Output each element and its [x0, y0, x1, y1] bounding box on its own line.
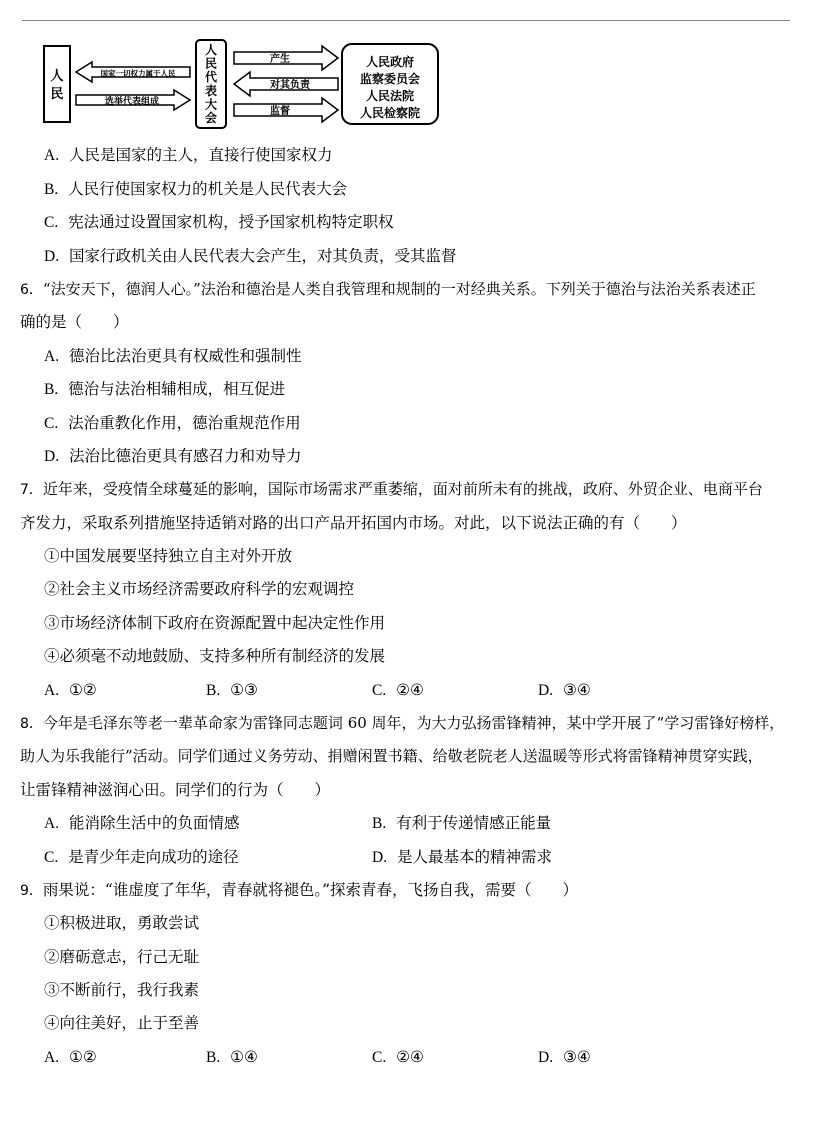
- npc-char-5: 大: [204, 97, 218, 112]
- svg-text:民: [50, 87, 63, 102]
- q7-stem-line2: 齐发力，采取系列措施坚持适销对路的出口产品开拓国内市场。对此，以下说法正确的有（ ）: [20, 514, 687, 532]
- q9-stem-line1: 9．雨果说：“谁虚度了年华，青春就将褪色。”探索青春，飞扬自我，需要（ ）: [20, 881, 579, 899]
- q8-stem-line1: 8．今年是毛泽东等老一辈革命家为雷锋同志题词 60 周年，为大力弘扬雷锋精神，某中学开展了“学习雷锋好榜样，: [20, 714, 785, 732]
- produce-label: 产生: [270, 54, 290, 65]
- q6-option-b: B. 德治与法治相辅相成，相互促进: [44, 380, 286, 398]
- q5-option-a: A. 人民是国家的主人，直接行使国家权力: [44, 146, 333, 164]
- q7-stem-line1: 7．近年来，受疫情全球蔓延的影响，国际市场需求严重萎缩，面对前所未有的挑战，政府、外贸企业、电商平台: [20, 480, 763, 498]
- npc-char-2: 民: [204, 56, 218, 71]
- q8-option-c: C. 是青少年走向成功的途径: [44, 848, 239, 866]
- responsible-label: 对其负责: [270, 80, 310, 91]
- people-label-bottom: 民: [50, 87, 64, 102]
- people-char-1: [50, 69, 63, 84]
- q7-item-4: ④必须毫不动地鼓励、支持多种所有制经济的发展: [44, 647, 386, 665]
- q8-option-d: D. 是人最基本的精神需求: [372, 848, 552, 866]
- q6-option-a: A. 德治比法治更具有权威性和强制性: [44, 347, 302, 365]
- supervise-label: 监督: [270, 106, 290, 117]
- npc-char-6: 会: [204, 111, 218, 125]
- q8-stem-line2: 助人为乐我能行”活动。同学们通过义务劳动、捐赠闲置书籍、给敬老院老人送温暖等形式将雷锋精神贯穿实践，: [20, 747, 763, 765]
- q6-stem-line2: 确的是（ ）: [20, 313, 129, 331]
- q8-option-a: A. 能消除生活中的负面情感: [44, 814, 240, 832]
- top-rule: [22, 20, 790, 21]
- people-label-top: 人: [50, 69, 64, 84]
- q9-option-b: B. ①④: [206, 1048, 258, 1066]
- q7-item-2: ②社会主义市场经济需要政府科学的宏观调控: [44, 580, 355, 598]
- q9-option-d: D. ③④: [538, 1048, 591, 1066]
- state-structure-diagram: [40, 38, 450, 130]
- q9-item-2: ②磨砺意志，行己无耻: [44, 948, 200, 966]
- q5-option-b: B. 人民行使国家权力的机关是人民代表大会: [44, 180, 348, 198]
- npc-char-3: 代: [204, 70, 218, 85]
- q7-option-a: A. ①②: [44, 681, 97, 699]
- q6-stem-line1: 6．“法安天下，德润人心。”法治和德治是人类自我管理和规制的一对经典关系。下列关于德治与法治关系表述正: [20, 280, 756, 298]
- q6-option-c: C. 法治重教化作用，德治重规范作用: [44, 414, 301, 432]
- q9-option-a: A. ①②: [44, 1048, 97, 1066]
- arrow-bottom-label: 选举代表组成: [104, 97, 160, 107]
- q5-option-c: C. 宪法通过设置国家机构，授予国家机构特定职权: [44, 213, 394, 231]
- q9-option-c: C. ②④: [372, 1048, 424, 1066]
- q7-option-d: D. ③④: [538, 681, 591, 699]
- organ-supervisory-commission: 监察委员会: [359, 72, 421, 86]
- people-box: [44, 46, 70, 122]
- q7-item-1: ①中国发展要坚持独立自主对外开放: [44, 547, 293, 565]
- q8-option-b: B. 有利于传递情感正能量: [372, 814, 552, 832]
- arrow-top-label: 国家一切权力属于人民: [100, 69, 176, 78]
- npc-char-1: 人: [204, 43, 218, 57]
- q9-item-1: ①积极进取，勇敢尝试: [44, 914, 200, 932]
- q8-stem-line3: 让雷锋精神滋润心田。同学们的行为（ ）: [20, 781, 331, 799]
- organ-procuratorate: 人民检察院: [359, 106, 421, 120]
- q7-option-c: C. ②④: [372, 681, 424, 699]
- npc-char-4: 表: [204, 83, 218, 98]
- q6-option-d: D. 法治比德治更具有感召力和劝导力: [44, 447, 302, 465]
- q9-item-4: ④向往美好，止于至善: [44, 1014, 200, 1032]
- organ-court: 人民法院: [365, 89, 415, 103]
- q7-option-b: B. ①③: [206, 681, 258, 699]
- q9-item-3: ③不断前行，我行我素: [44, 981, 200, 999]
- q5-option-d: D. 国家行政机关由人民代表大会产生，对其负责，受其监督: [44, 247, 457, 265]
- q7-item-3: ③市场经济体制下政府在资源配置中起决定性作用: [44, 614, 386, 632]
- organ-government: 人民政府: [365, 55, 415, 69]
